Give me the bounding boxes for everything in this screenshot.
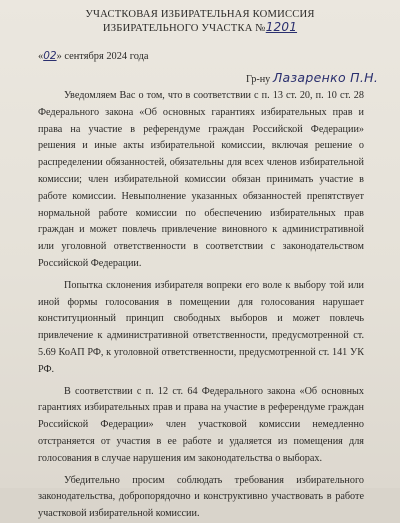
header-line-1: УЧАСТКОВАЯ ИЗБИРАТЕЛЬНАЯ КОМИССИЯ <box>85 9 315 20</box>
header-line-2-text: ИЗБИРАТЕЛЬНОГО УЧАСТКА № <box>102 23 266 34</box>
header-line-2 <box>0 21 400 35</box>
precinct-number: 1201 <box>265 20 298 34</box>
addressee-prefix: Гр-ну <box>246 74 273 85</box>
date-rest: сентября 2024 года <box>61 51 149 62</box>
date-close-quote: » <box>56 51 62 62</box>
date-day: 02 <box>43 50 57 62</box>
paragraph-coercion: Попытка склонения избирателя вопреки его воле к выбору той или иной формы голосования в помещении для голосования нарушает конституционный принцип свободных выборов и может повлечь привлечение к административной ответственности, предусмотренной ст. 5.69 КоАП РФ, к уголовной ответственности, предусмотренной ст. 141 УК РФ. <box>38 279 364 375</box>
document-date <box>38 50 149 62</box>
paragraph-obligations: Уведомляем Вас о том, что в соответствии с п. 13 ст. 20, п. 10 ст. 28 Федерального закона «Об основных гарантиях избирательных прав и права на участие в референдуме граждан Российской Федерации» решения и иные акты избирательной комиссии, включая решение о распределении обязанностей, обязательны для всех членов избирательной комиссии; член избирательной комиссии обязан принимать участие в работе комиссии. Невыполнение указанных обязанностей препятствует нормальной работе комиссии по обеспечению избирательных прав граждан и может повлечь привлечение виновного к административной или уголовной ответственности в соответствии с законодательством Российской Федерации. <box>38 90 364 269</box>
paragraph-request: Убедительно просим соблюдать требования избирательного законодательства, добропорядочно и конструктивно участвовать в работе участковой избирательной комиссии. <box>38 474 364 520</box>
addressee <box>246 70 378 85</box>
commission-header <box>0 8 400 35</box>
addressee-name: Лазаренко П.Н. <box>272 70 379 85</box>
notice-body <box>38 88 364 523</box>
date-open-quote: « <box>38 51 44 62</box>
paragraph-removal: В соответствии с п. 12 ст. 64 Федерального закона «Об основных гарантиях избирательных прав и права на участие в референдуме граждан Российской Федерации» член участковой комиссии немедленно отстраняется от участия в ее работе и удаляется из помещения для голосования в случае нарушения им законодательства о выборах. <box>38 385 364 464</box>
